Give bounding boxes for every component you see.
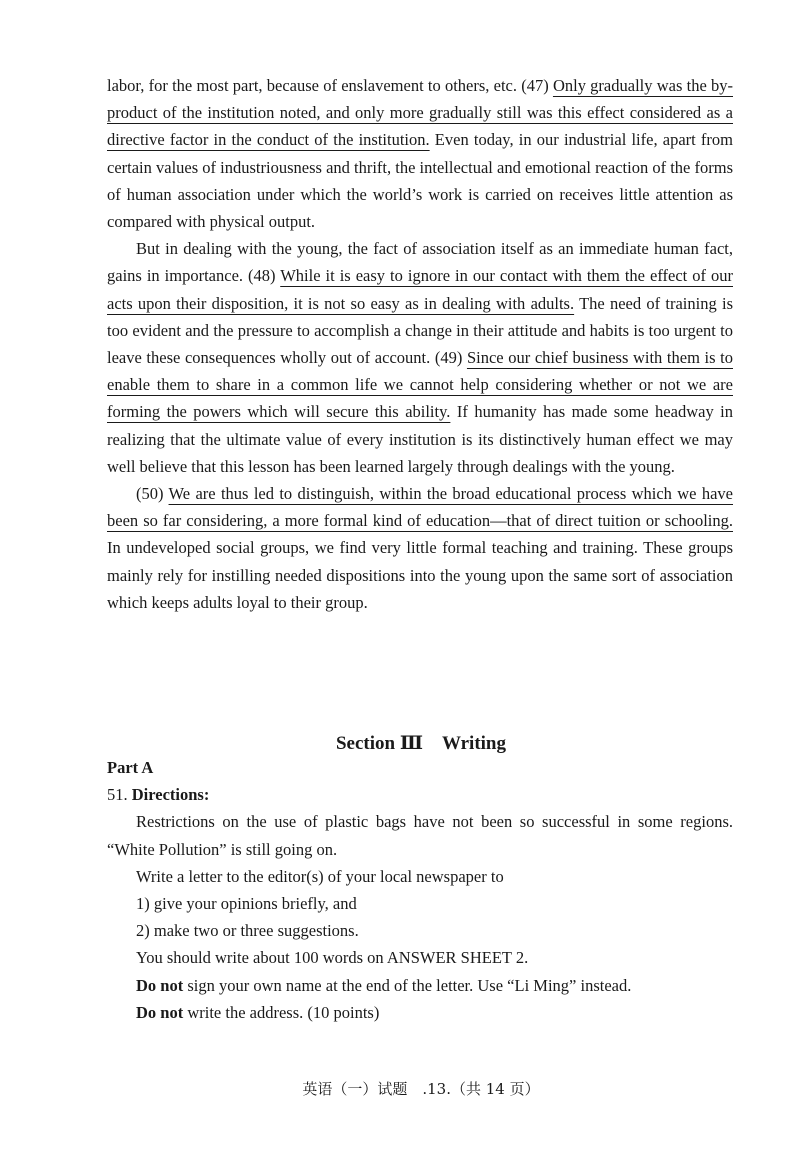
- passage-paragraph-3: [107, 480, 733, 616]
- part-heading: Part A: [107, 758, 154, 777]
- passage-text: (50): [136, 484, 169, 504]
- passage-text: Even today, in our industrial life, apart from certain values of industriousness and thrift, the intellectual and emotional reaction of the forms of human association under which the world’s work is carried on receives little attention as compared with physical output.: [107, 130, 733, 232]
- directions-line: [107, 972, 733, 999]
- directions-line: Restrictions on the use of plastic bags have not been so successful in some regions. “White Pollution” is still going on.: [107, 812, 733, 859]
- passage-text: labor, for the most part, because of enslavement to others, etc. (47): [107, 76, 553, 95]
- section-title: Section Ⅲ Writing: [335, 733, 507, 754]
- emphasis-text: Do not: [136, 1002, 184, 1022]
- directions-line: You should write about 100 words on ANSWER SHEET 2.: [136, 948, 529, 968]
- passage-text: In undeveloped social groups, we find very little formal teaching and training. These groups mainly rely for instilling needed dispositions into the young upon the same sort of association which keeps adults loyal to their group.: [107, 538, 733, 612]
- passage-text: But in dealing with the young, the fact of association itself as an immediate human fact, gains in importance. (48): [107, 239, 733, 286]
- passage-paragraph-2: [107, 235, 733, 480]
- page-footer: 英语（一）试题 .13.（共 14 页）: [302, 1080, 540, 1098]
- question-51: [107, 781, 733, 808]
- directions-line: Write a letter to the editor(s) of your local newspaper to: [136, 866, 504, 886]
- writing-section: [107, 754, 733, 1026]
- directions-label: Directions:: [131, 785, 210, 805]
- directions-line: [107, 999, 733, 1026]
- translation-item-49: Since our chief business with them is to enable them to share in a common life we cannot help considering whether or not we are forming the powers which will secure this ability.: [107, 348, 733, 422]
- reading-passage: [107, 72, 733, 616]
- question-number: 51.: [107, 785, 132, 805]
- passage-text: The need of training is too evident and the pressure to accomplish a change in their attitude and habits is too urgent to leave these consequences wholly out of account. (49): [107, 293, 733, 368]
- passage-text: If humanity has made some headway in realizing that the ultimate value of every institution is its distinctively human effect we may well believe that this lesson has been learned largely through dealings with the young.: [107, 402, 733, 476]
- emphasis-text: Do not: [136, 975, 184, 995]
- passage-paragraph-1: [107, 72, 733, 235]
- translation-item-47: Only gradually was the by-product of the institution noted, and only more gradually still was this effect considered as a directive factor in the conduct of the institution.: [107, 76, 733, 150]
- directions-line: 2) make two or three suggestions.: [136, 921, 359, 941]
- directions-line: 1) give your opinions briefly, and: [136, 894, 357, 914]
- directions-text: sign your own name at the end of the letter. Use “Li Ming” instead.: [183, 975, 632, 995]
- directions-text: write the address. (10 points): [183, 1002, 380, 1022]
- translation-item-48: While it is easy to ignore in our contact with them the effect of our acts upon their disposition, it is not so easy as in dealing with adults.: [107, 266, 733, 313]
- translation-item-50: We are thus led to distinguish, within the broad educational process which we have been so far considering, a more formal kind of education—that of direct tuition or schooling.: [107, 484, 733, 531]
